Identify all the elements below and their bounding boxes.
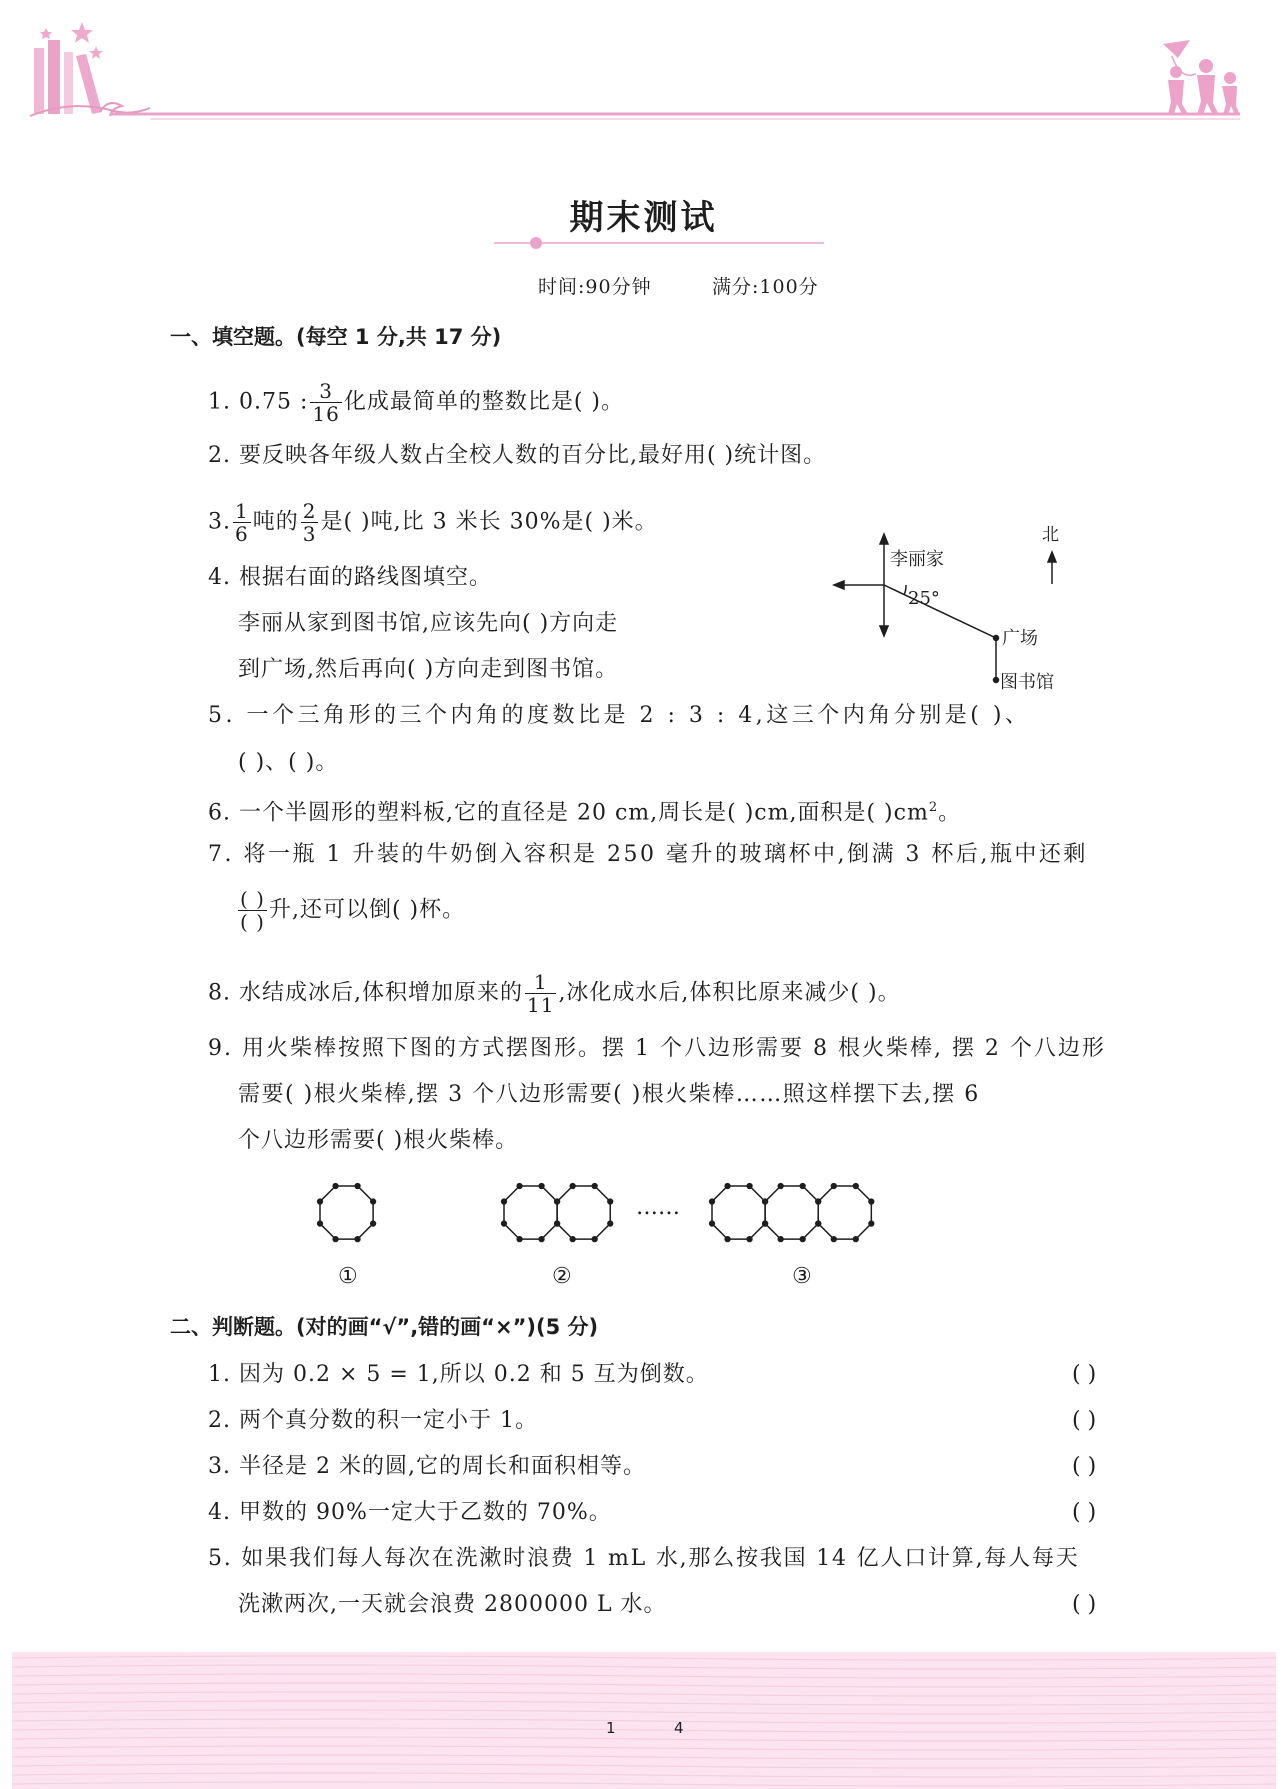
exam-score: 满分:100分 [712,276,819,298]
matchstick [542,1224,558,1240]
question-7-line2: $\frac{( )}{( )}$ 升,还可以倒( )杯。 [240,887,466,934]
fraction-1-6: $\frac{1}{6}$ [235,499,249,546]
matchstick-joint [355,1237,360,1242]
section2-heading: 二、判断题。(对的画“√”,错的画“×”)(5 分) [170,1315,599,1339]
matchstick-joint [355,1184,360,1189]
matchstick [595,1186,611,1202]
matchstick [358,1224,374,1240]
matchstick-joint [853,1237,858,1242]
question-4-line1: 4. 根据右面的路线图填空。 [208,565,492,590]
judge-item-2: 2. 两个真分数的积一定小于 1。 [208,1408,538,1433]
blank-fraction: $\frac{( )}{( )}$ [240,887,265,934]
matchstick-joint [608,1221,613,1226]
page-number-right: 4 [674,1719,684,1737]
matchstick [504,1224,520,1240]
matchstick-joint [763,1199,768,1204]
figure-label-3: ③ [792,1264,813,1289]
matchstick-joint [800,1237,805,1242]
matchstick [765,1224,781,1240]
question-1: 1. 0.75 : $\frac{3}{16}$ 化成最简单的整数比是( )。 [208,379,624,426]
matchstick-joint [592,1184,597,1189]
matchstick-joint [710,1221,715,1226]
matchstick [542,1186,558,1202]
answer-paren-2[interactable]: ( ) [1072,1408,1097,1433]
matchstick [818,1224,834,1240]
judge-item-5-line1: 5. 如果我们每人每次在洗漱时浪费 1 mL 水,那么按我国 14 亿人口计算,每人每天 [208,1546,1080,1571]
section1-heading: 一、填空题。(每空 1 分,共 17 分) [170,325,502,349]
header-decoration [0,0,1287,140]
matchstick-joint [592,1237,597,1242]
matchstick [504,1186,520,1202]
exam-time: 时间:90分钟 [538,276,652,298]
matchstick-joint [710,1199,715,1204]
matchstick-joint [371,1199,376,1204]
map-library-label: 图书馆 [1000,672,1054,693]
map-home-label: 李丽家 [890,549,944,570]
matchstick [856,1224,872,1240]
matchstick [750,1186,766,1202]
title-underline [494,236,824,250]
matchstick-joint [800,1184,805,1189]
matchstick [358,1186,374,1202]
matchstick-joint [539,1237,544,1242]
figure-label-2: ② [552,1264,573,1289]
matchstick-joint [539,1184,544,1189]
octagon-figures [300,1172,1020,1282]
matchstick-joint [333,1237,338,1242]
question-7-line1: 7. 将一瓶 1 升装的牛奶倒入容积是 250 毫升的玻璃杯中,倒满 3 杯后,瓶中还剩 [208,842,1088,867]
fraction-2-3: $\frac{2}{3}$ [302,499,317,546]
matchstick-joint [608,1199,613,1204]
matchstick-joint [555,1199,560,1204]
matchstick-joint [869,1221,874,1226]
matchstick [712,1186,728,1202]
matchstick-joint [778,1237,783,1242]
fraction-1-11: $\frac{1}{11}$ [526,970,555,1017]
judge-item-4: 4. 甲数的 90%一定大于乙数的 70%。 [208,1500,612,1525]
matchstick-joint [502,1221,507,1226]
matchstick-joint [816,1199,821,1204]
matchstick [320,1224,336,1240]
figure-label-1: ① [338,1264,359,1289]
question-6: 6. 一个半圆形的塑料板,它的直径是 20 cm,周长是( )cm,面积是( )$cm^2$。 [208,800,962,826]
matchstick-joint [725,1237,730,1242]
map-north-label: 北 [1042,525,1059,545]
question-5-line1: 5. 一个三角形的三个内角的度数比是 2 : 3 : 4,这三个内角分别是( )、 [208,703,1031,728]
question-9-line3: 个八边形需要( )根火柴棒。 [238,1128,519,1153]
matchstick-joint [502,1199,507,1204]
children-kite-icon [1163,40,1240,115]
matchstick-joint [853,1184,858,1189]
question-4-line2: 李丽从家到图书馆,应该先向( )方向走 [238,611,619,636]
footer-band [12,1652,1276,1789]
map-angle-label: 25° [908,588,940,609]
matchstick [818,1186,834,1202]
judge-item-5-line2: 洗漱两次,一天就会浪费 2800000 L 水。 [238,1592,667,1617]
answer-paren-3[interactable]: ( ) [1072,1454,1097,1479]
matchstick-joint [747,1184,752,1189]
question-9-line1: 9. 用火柴棒按照下图的方式摆图形。摆 1 个八边形需要 8 根火柴棒, 摆 2 个八边形 [208,1036,1106,1061]
question-4-line3: 到广场,然后再向( )方向走到图书馆。 [238,657,619,682]
map-square-label: 广场 [1002,628,1038,649]
judge-item-1: 1. 因为 0.2 × 5 = 1,所以 0.2 和 5 互为倒数。 [208,1362,709,1387]
page-title: 期末测试 [569,198,718,238]
matchstick [803,1224,819,1240]
fraction-3-16: $\frac{3}{16}$ [312,379,340,426]
answer-paren-4[interactable]: ( ) [1072,1500,1097,1525]
question-8: 8. 水结成冰后,体积增加原来的 $\frac{1}{11}$ ,冰化成水后,体积比原来减少( )。 [208,970,901,1017]
question-5-line2: ( )、( )。 [238,750,339,775]
matchstick [750,1224,766,1240]
matchstick-joint [816,1221,821,1226]
matchstick [320,1186,336,1202]
matchstick [803,1186,819,1202]
matchstick-joint [555,1221,560,1226]
question-9-line2: 需要( )根火柴棒,摆 3 个八边形需要( )根火柴棒……照这样摆下去,摆 6 [238,1082,980,1107]
matchstick-joint [747,1237,752,1242]
route-map [830,520,1090,700]
matchstick-joint [570,1237,575,1242]
answer-paren-5[interactable]: ( ) [1072,1592,1097,1617]
matchstick [557,1186,573,1202]
books-logo-icon [30,22,150,116]
matchstick [557,1224,573,1240]
answer-paren-1[interactable]: ( ) [1072,1362,1097,1387]
question-3: 3. $\frac{1}{6}$ 吨的 $\frac{2}{3}$ 是( )吨,比 3 米长 30%是( )米。 [208,499,658,546]
judge-item-3: 3. 半径是 2 米的圆,它的周长和面积相等。 [208,1454,646,1479]
matchstick-joint [517,1237,522,1242]
matchstick-joint [869,1199,874,1204]
page-number-left: 1 [606,1719,616,1737]
figure-ellipsis: …… [636,1195,680,1220]
matchstick-joint [318,1199,323,1204]
matchstick-joint [763,1221,768,1226]
matchstick-joint [318,1221,323,1226]
matchstick [856,1186,872,1202]
matchstick [765,1186,781,1202]
matchstick-joint [371,1221,376,1226]
matchstick [595,1224,611,1240]
matchstick [712,1224,728,1240]
question-2: 2. 要反映各年级人数占全校人数的百分比,最好用( )统计图。 [208,443,827,468]
matchstick-joint [831,1237,836,1242]
